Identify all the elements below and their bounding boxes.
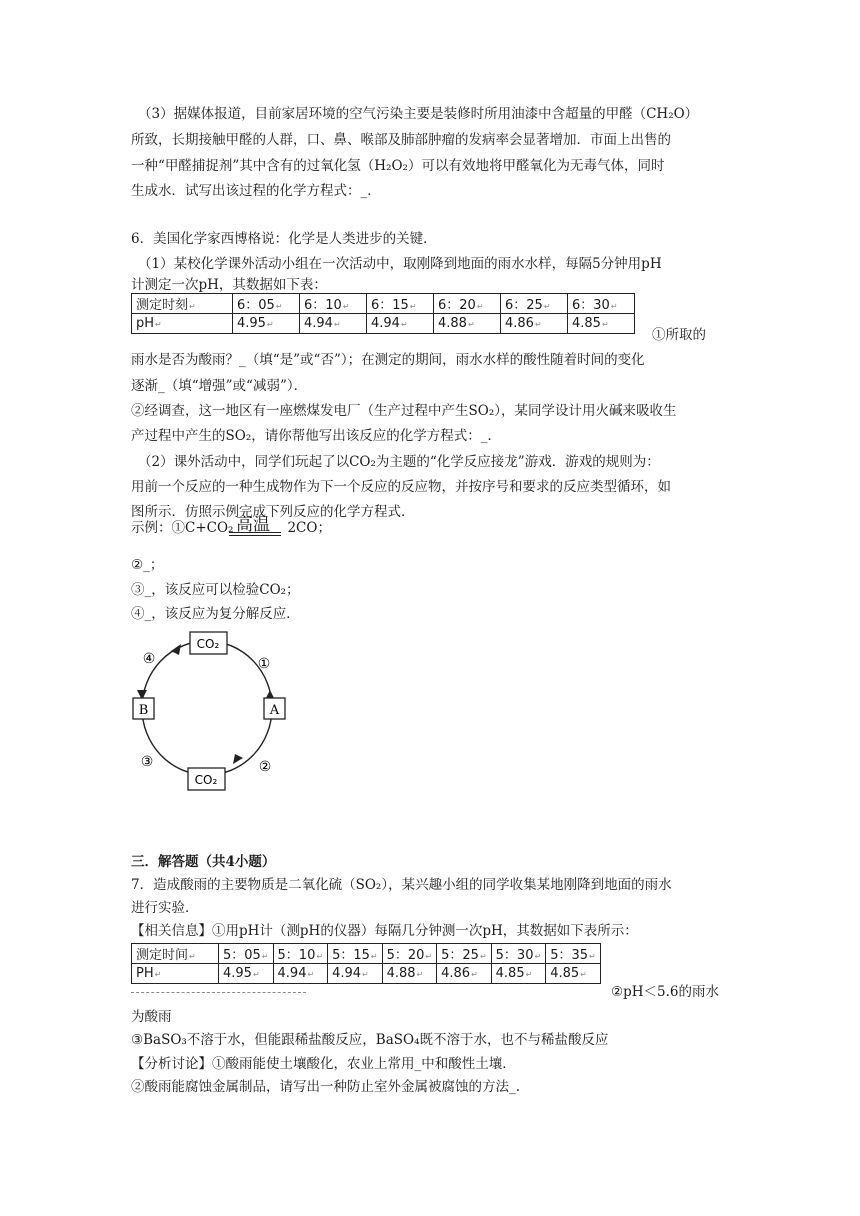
q6-step4: ④_，该反应为复分解反应． [131, 606, 300, 622]
q7-line2: 进行实验． [131, 900, 199, 916]
q7-info-line: 【相关信息】①用pH计（测pH的仪器）每隔几分钟测一次pH，其数据如下表所示： [131, 923, 638, 939]
table-cell: 5：15 ↵ [328, 944, 383, 964]
step-3-label: ③ [140, 754, 154, 770]
q5-part3-line1: （3）据媒体报道，目前家居环境的空气污染主要是装修时所用油漆中含超量的甲醛（CH₂O） [138, 106, 699, 122]
ph-table-2 [131, 943, 601, 984]
table-cell: 4.95 ↵ [233, 314, 300, 334]
table-cell: 6：15 ↵ [367, 294, 434, 314]
table-cell: 6：30 ↵ [568, 294, 635, 314]
section3-heading: 三．解答题（共4小题） [131, 854, 276, 870]
arrow-top-right [171, 644, 181, 655]
table-row [132, 314, 635, 334]
table-cell: 测定时刻 ↵ [132, 294, 233, 314]
table-cell: pH ↵ [132, 314, 233, 334]
table-cell: 4.85 ↵ [491, 964, 546, 984]
q6-table-after: ①所取的 [652, 327, 706, 343]
q6-part2-line1: （2）课外活动中，同学们玩起了以CO₂为主题的“化学反应接龙”游戏．游戏的规则为： [138, 454, 660, 470]
table-cell: 6：25 ↵ [501, 294, 568, 314]
box-co2-bottom-label: CO₂ [194, 773, 218, 787]
step-4-label: ④ [142, 651, 156, 667]
q6-part2-line3: 图所示．仿照示例完成下列反应的化学方程式． [131, 504, 415, 520]
example-suffix: 2CO； [287, 520, 331, 536]
q7-line1: 7．造成酸雨的主要物质是二氧化硫（SO₂），某兴趣小组的同学收集某地刚降到地面的雨水 [131, 877, 672, 893]
table-cell: 4.85 ↵ [546, 964, 601, 984]
table-cell: 4.94 ↵ [273, 964, 328, 984]
step-1-label: ① [257, 656, 271, 672]
example-prefix: 示例：①C+CO₂ [131, 520, 234, 536]
table-cell: 4.95 ↵ [219, 964, 274, 984]
table-row [132, 294, 635, 314]
ph-table-1 [131, 293, 635, 334]
table-row [132, 944, 601, 964]
step-2-label: ② [258, 759, 272, 775]
table-cell: 4.86 ↵ [501, 314, 568, 334]
table-cell: 4.94 ↵ [328, 964, 383, 984]
table-cell: 6：20 ↵ [434, 294, 501, 314]
example-condition: 高温 [236, 515, 270, 535]
box-a-label: A [269, 703, 280, 718]
q7-metal-line: ②酸雨能腐蚀金属制品，请写出一种防止室外金属被腐蚀的方法_. [131, 1079, 521, 1095]
table-cell: 5：25 ↵ [437, 944, 492, 964]
table-cell: 4.94 ↵ [367, 314, 434, 334]
q6-title: 6．美国化学家西博格说：化学是人类进步的关键． [131, 231, 437, 247]
table-cell: 测定时间 ↵ [132, 944, 219, 964]
table-cell: 5：05 ↵ [219, 944, 274, 964]
q6-part1-line1: （1）某校化学课外活动小组在一次活动中，取刚降到地面的雨水水样，每隔5分钟用pH [138, 256, 662, 272]
q5-part3-line3: 一种“甲醛捕捉剂”其中含有的过氧化氢（H₂O₂）可以有效地将甲醛氧化为无毒气体，同时 [131, 158, 665, 174]
cut-off-text-row [131, 992, 306, 999]
q7-baso3-line: ③BaSO₃不溶于水，但能跟稀盐酸反应，BaSO₄既不溶于水，也不与稀盐酸反应 [131, 1032, 609, 1048]
reaction-cycle-diagram [125, 628, 305, 798]
box-b-label: B [138, 703, 149, 718]
table-cell: 4.85 ↵ [568, 314, 635, 334]
table-cell: 6：10 ↵ [300, 294, 367, 314]
box-co2-top-label: CO₂ [196, 637, 220, 651]
q6-so2-line-a: ②经调查，这一地区有一座燃煤发电厂（生产过程中产生SO₂），某同学设计用火碱来吸收生 [131, 403, 677, 419]
q6-step3: ③_，该反应可以检验CO₂； [131, 582, 300, 598]
equals-sign [229, 532, 281, 536]
table-row [132, 964, 601, 984]
table-cell: 5：30 ↵ [491, 944, 546, 964]
table-cell: 4.94 ↵ [300, 314, 367, 334]
table-cell: 5：10 ↵ [273, 944, 328, 964]
q6-step2: ②_； [131, 557, 164, 573]
q6-acid-question: 雨水是否为酸雨？_（填“是”或“否”）；在测定的期间，雨水水样的酸性随着时间的变化 [131, 352, 645, 368]
arrow-bottom-left [233, 754, 243, 764]
q7-acid-rain-line: 为酸雨 [131, 1009, 172, 1025]
table-cell: 5：35 ↵ [546, 944, 601, 964]
q6-part2-line2: 用前一个反应的一种生成物作为下一个反应的反应物，并按序号和要求的反应类型循环，如 [131, 479, 671, 495]
q6-trend-question: 逐渐_（填“增强”或“减弱”）． [131, 378, 308, 394]
table-cell: 4.88 ↵ [434, 314, 501, 334]
cycle-circle [142, 641, 272, 775]
q5-part3-line4: 生成水．试写出该过程的化学方程式：_． [131, 183, 381, 199]
table-cell: PH ↵ [132, 964, 219, 984]
q5-part3-line2: 所致，长期接触甲醛的人群，口、鼻、喉部及肺部肿瘤的发病率会显著增加．市面上出售的 [131, 132, 671, 148]
q7-table-after: ②pH＜5.6的雨水 [611, 984, 719, 1000]
table-cell: 4.88 ↵ [382, 964, 437, 984]
q6-so2-line-b: 产过程中产生的SO₂，请你帮他写出该反应的化学方程式：_． [131, 428, 501, 444]
table-cell: 4.86 ↵ [437, 964, 492, 984]
table-cell: 6：05 ↵ [233, 294, 300, 314]
q6-part1-line2: 计测定一次pH，其数据如下表： [131, 277, 327, 293]
table-cell: 5：20 ↵ [382, 944, 437, 964]
q7-analysis-line: 【分析讨论】①酸雨能使土壤酸化，农业上常用_中和酸性土壤． [131, 1056, 516, 1072]
